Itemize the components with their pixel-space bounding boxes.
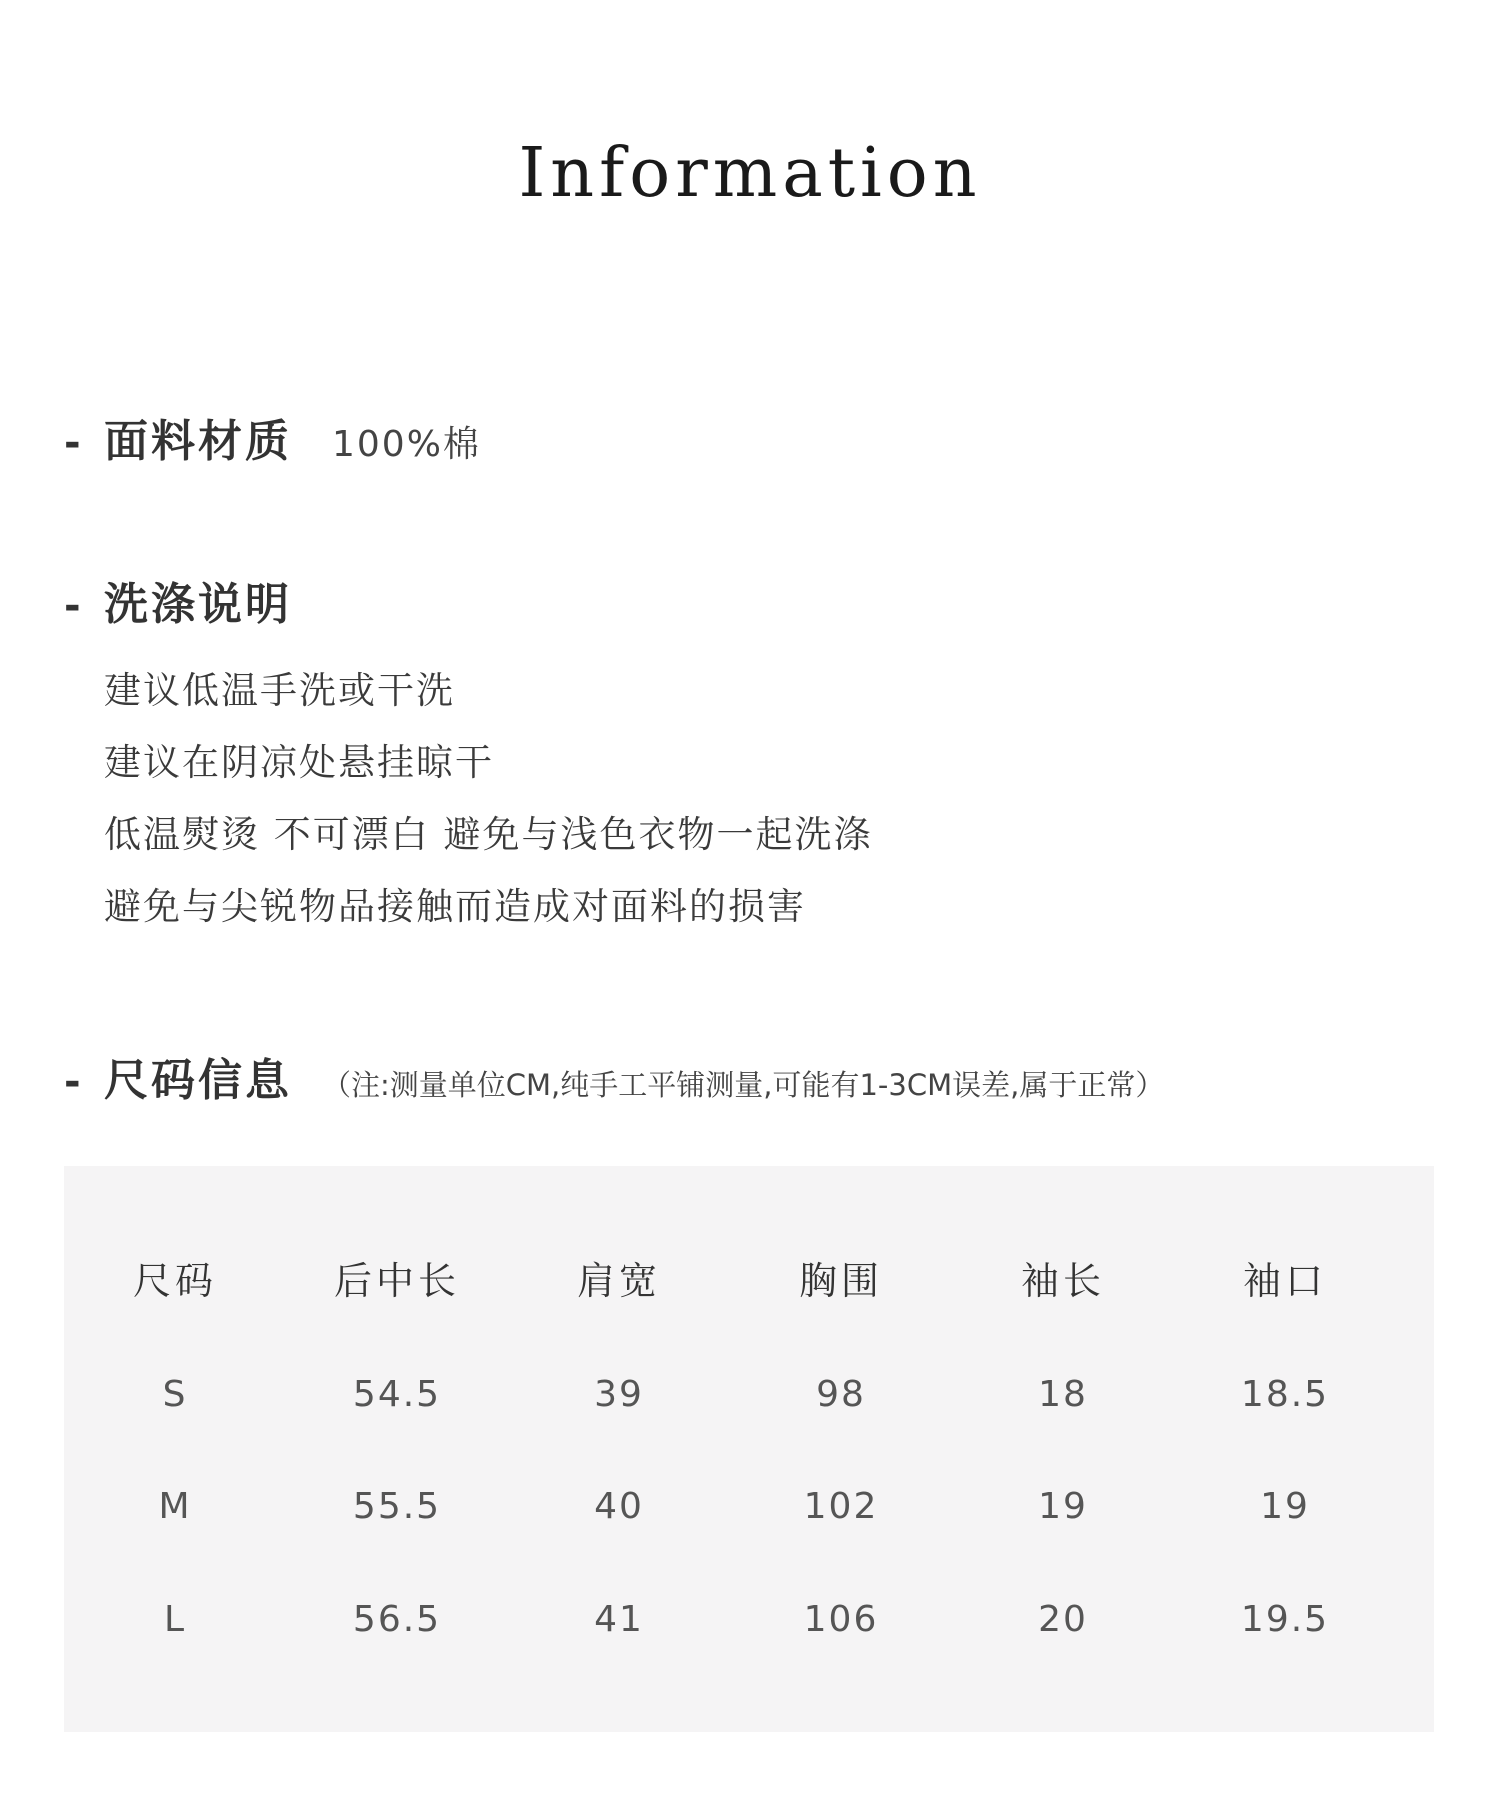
table-cell: 18 <box>1038 1374 1088 1415</box>
table-row <box>64 1599 1434 1640</box>
size-table <box>64 1166 1434 1732</box>
table-cell: M <box>158 1486 192 1527</box>
table-cell: 102 <box>803 1486 879 1527</box>
column-header-size: 尺码 <box>132 1259 217 1303</box>
table-cell: 54.5 <box>352 1374 442 1415</box>
table-cell: 19 <box>1038 1486 1088 1527</box>
size-note: （注:测量单位CM,纯手工平铺测量,可能有1-3CM误差,属于正常） <box>322 1068 1165 1102</box>
size-table-header <box>64 1250 1434 1305</box>
table-cell: S <box>162 1374 188 1415</box>
fabric-dash: - <box>64 420 81 466</box>
size-section-heading <box>64 1044 1164 1108</box>
care-instructions-list <box>104 655 873 943</box>
fabric-section-heading <box>64 405 481 469</box>
column-header-shoulder: 肩宽 <box>576 1259 661 1303</box>
care-label: 洗涤说明 <box>104 579 292 630</box>
care-line: 低温熨烫 不可漂白 避免与浅色衣物一起洗涤 <box>104 813 873 856</box>
table-cell: 19 <box>1260 1486 1310 1527</box>
table-cell: 20 <box>1038 1599 1088 1640</box>
size-dash: - <box>64 1059 81 1105</box>
care-section-heading <box>64 568 292 632</box>
fabric-label: 面料材质 <box>104 416 292 467</box>
column-header-cuff: 袖口 <box>1242 1259 1327 1303</box>
table-cell: 56.5 <box>352 1599 442 1640</box>
size-label: 尺码信息 <box>104 1055 292 1106</box>
column-header-sleeve-length: 袖长 <box>1020 1259 1105 1303</box>
care-dash: - <box>64 583 81 629</box>
table-cell: 39 <box>594 1374 644 1415</box>
table-cell: 106 <box>803 1599 879 1640</box>
table-cell: 98 <box>816 1374 866 1415</box>
care-line: 建议低温手洗或干洗 <box>104 669 455 712</box>
table-row <box>64 1374 1434 1415</box>
care-line: 建议在阴凉处悬挂晾干 <box>104 741 494 784</box>
table-row <box>64 1486 1434 1527</box>
table-cell: 18.5 <box>1240 1374 1330 1415</box>
page-title: Information <box>518 134 982 213</box>
table-cell: 55.5 <box>352 1486 442 1527</box>
table-cell: L <box>163 1599 187 1640</box>
care-line: 避免与尖锐物品接触而造成对面料的损害 <box>104 885 806 928</box>
column-header-chest: 胸围 <box>798 1259 883 1303</box>
table-cell: 41 <box>594 1599 644 1640</box>
table-cell: 40 <box>594 1486 644 1527</box>
table-cell: 19.5 <box>1240 1599 1330 1640</box>
fabric-value: 100%棉 <box>332 424 481 465</box>
column-header-back-length: 后中长 <box>333 1259 460 1303</box>
